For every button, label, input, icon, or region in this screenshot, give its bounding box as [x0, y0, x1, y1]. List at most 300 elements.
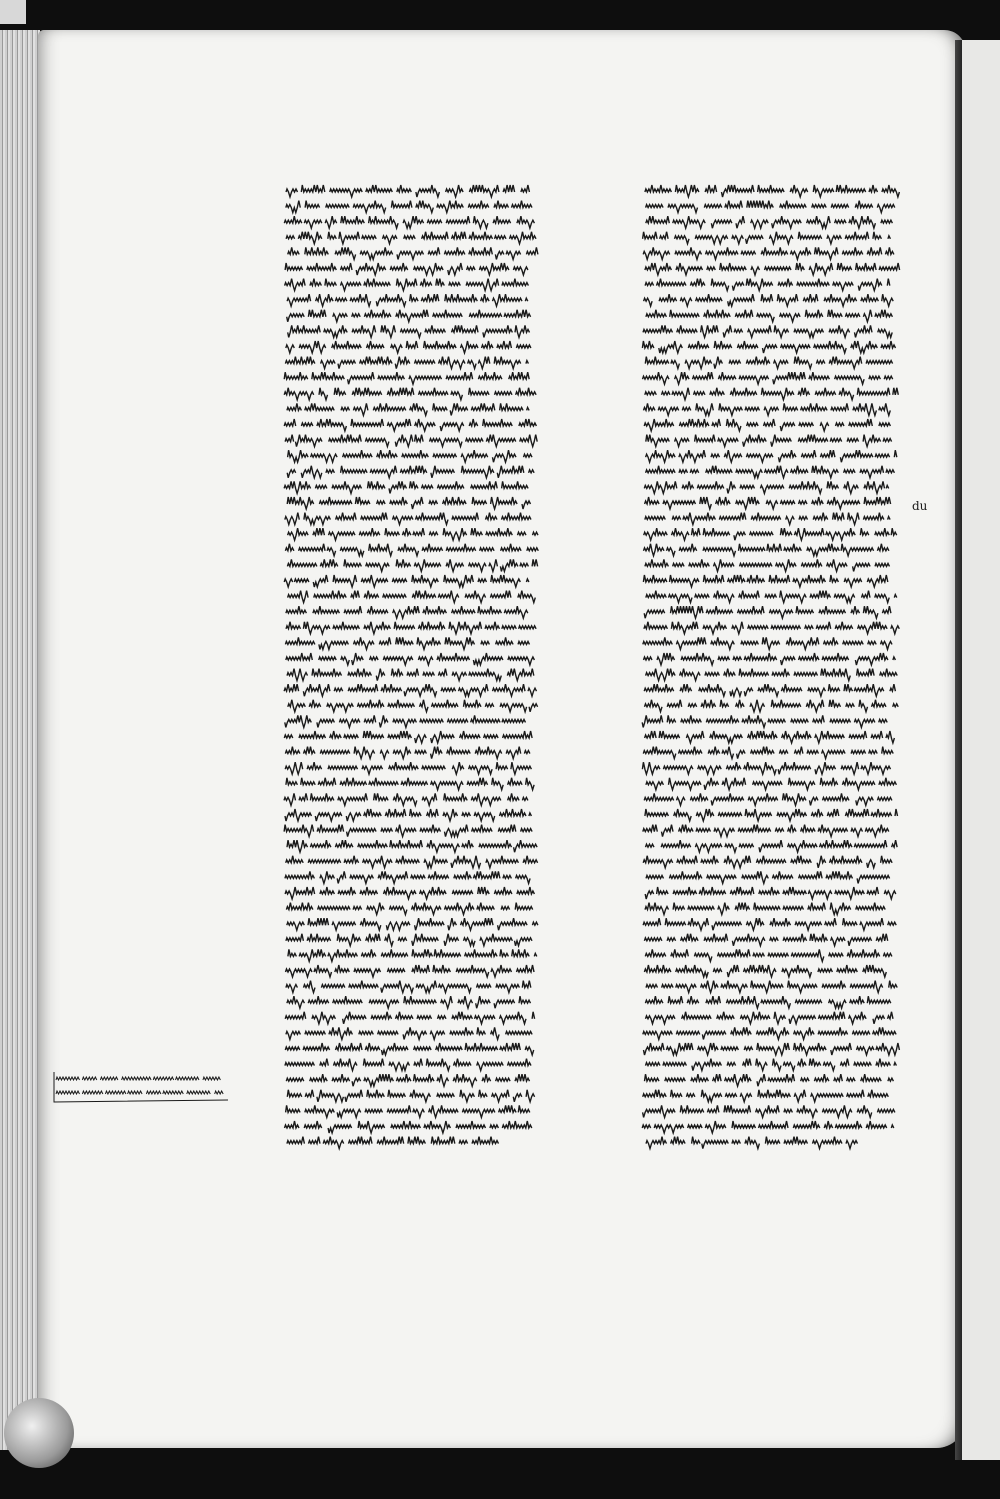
script-word	[359, 528, 380, 535]
script-word	[452, 762, 464, 774]
script-word	[299, 731, 326, 738]
script-word	[485, 704, 494, 707]
margin-script-word	[215, 1091, 224, 1094]
script-word	[794, 1090, 806, 1102]
script-word	[824, 1121, 833, 1128]
script-word	[683, 513, 716, 525]
script-word	[516, 875, 531, 883]
script-word	[284, 419, 296, 426]
script-word	[745, 407, 760, 410]
script-word	[414, 1047, 432, 1050]
script-word	[467, 778, 488, 785]
script-word	[286, 622, 301, 629]
script-line	[645, 497, 891, 509]
script-word	[412, 575, 439, 587]
script-word	[867, 247, 882, 254]
script-word	[301, 466, 322, 478]
script-word	[310, 840, 331, 847]
script-word	[729, 361, 741, 364]
script-word	[486, 513, 498, 520]
script-word	[689, 559, 710, 566]
script-word	[863, 310, 872, 322]
script-word	[849, 1012, 867, 1024]
script-word	[284, 481, 311, 493]
script-word	[479, 1090, 488, 1097]
script-word	[376, 669, 385, 681]
script-word	[335, 247, 356, 259]
margin-script-word	[175, 1077, 199, 1080]
script-word	[288, 700, 306, 712]
script-word	[393, 747, 411, 759]
script-word	[701, 700, 716, 707]
script-word	[345, 1090, 363, 1102]
script-word	[490, 591, 511, 598]
script-word	[286, 1105, 301, 1112]
script-line	[646, 1137, 858, 1149]
script-line	[644, 294, 894, 306]
margin-script-word	[203, 1077, 221, 1080]
script-word	[388, 700, 415, 707]
script-word	[717, 1012, 735, 1019]
script-word	[344, 559, 362, 566]
script-line	[288, 591, 536, 603]
script-word	[697, 481, 724, 488]
script-word	[335, 840, 353, 847]
script-word	[341, 283, 362, 291]
script-line	[643, 232, 891, 244]
script-line	[285, 762, 531, 774]
script-word	[763, 345, 778, 353]
script-word	[321, 361, 336, 369]
script-word	[822, 1105, 852, 1117]
script-word	[439, 985, 472, 993]
script-word	[842, 778, 875, 790]
script-word	[412, 497, 424, 509]
script-word	[799, 653, 820, 660]
script-word	[768, 953, 789, 956]
fore-edge	[0, 30, 40, 1450]
script-word	[679, 470, 688, 473]
script-word	[410, 809, 422, 816]
script-word	[364, 591, 379, 598]
script-word	[456, 1121, 486, 1128]
script-word	[304, 513, 331, 525]
script-word	[416, 185, 440, 197]
script-word	[820, 450, 835, 457]
marginal-right-text: du	[912, 499, 928, 513]
script-word	[783, 1063, 795, 1071]
script-word	[769, 575, 790, 582]
script-word	[810, 591, 831, 598]
script-word	[691, 1074, 709, 1081]
script-word	[417, 1016, 432, 1019]
script-word	[287, 922, 305, 930]
script-word	[397, 251, 424, 259]
script-word	[858, 622, 888, 634]
script-word	[645, 903, 669, 915]
script-word	[677, 797, 686, 805]
script-word	[383, 595, 407, 598]
script-word	[726, 996, 759, 1008]
script-word	[284, 372, 308, 379]
script-word	[522, 981, 531, 988]
script-word	[410, 481, 419, 488]
script-word	[444, 934, 459, 946]
script-word	[711, 220, 732, 228]
script-word	[675, 439, 690, 447]
script-word	[373, 403, 406, 410]
script-word	[424, 1121, 451, 1133]
script-word	[315, 485, 327, 488]
script-word	[428, 871, 449, 878]
script-word	[336, 513, 357, 520]
script-word	[508, 1059, 532, 1066]
script-word	[491, 965, 512, 977]
script-word	[520, 435, 538, 447]
script-word	[334, 688, 343, 691]
script-word	[408, 1137, 426, 1144]
script-word	[772, 669, 790, 676]
script-line	[645, 887, 896, 899]
script-word	[500, 403, 523, 410]
script-word	[502, 1121, 532, 1128]
script-word	[786, 517, 795, 525]
script-word	[714, 829, 735, 837]
script-word	[311, 454, 338, 462]
script-word	[807, 544, 840, 556]
script-word	[688, 1125, 703, 1128]
script-word	[661, 840, 691, 847]
script-word	[420, 719, 444, 722]
script-line	[645, 513, 890, 525]
script-word	[784, 1109, 793, 1112]
script-word	[681, 715, 702, 722]
script-word	[676, 263, 703, 275]
script-word	[856, 903, 886, 910]
script-word	[320, 751, 350, 754]
script-word	[496, 985, 520, 993]
script-word	[857, 875, 890, 883]
script-word	[827, 497, 860, 509]
script-word	[864, 481, 885, 493]
script-word	[443, 528, 467, 540]
facing-page-edge	[962, 40, 1000, 1460]
script-word	[828, 684, 840, 691]
script-word	[855, 201, 873, 208]
script-word	[686, 731, 704, 743]
script-word	[465, 591, 486, 603]
script-word	[412, 591, 436, 598]
script-word	[514, 840, 538, 852]
script-word	[415, 918, 445, 930]
script-word	[707, 875, 737, 883]
script-line	[646, 840, 898, 852]
script-line	[643, 747, 893, 759]
script-word	[695, 595, 710, 598]
script-word	[718, 813, 742, 816]
script-word	[512, 201, 533, 208]
script-word	[807, 751, 819, 754]
script-word	[875, 528, 890, 535]
script-word	[288, 450, 309, 462]
script-word	[773, 372, 806, 384]
script-word	[338, 361, 356, 369]
script-word	[471, 528, 483, 535]
script-word	[794, 747, 803, 754]
script-word	[444, 575, 474, 587]
script-word	[468, 361, 477, 369]
script-word	[830, 439, 842, 442]
script-word	[422, 232, 449, 239]
script-word	[381, 949, 408, 956]
script-word	[815, 731, 845, 743]
margin-script-word	[82, 1091, 103, 1094]
script-word	[780, 528, 792, 535]
script-word	[351, 419, 384, 426]
script-word	[403, 216, 424, 228]
script-word	[679, 825, 694, 832]
script-word	[780, 201, 807, 208]
script-word	[891, 528, 897, 535]
script-word	[853, 563, 871, 571]
script-line	[645, 996, 890, 1008]
script-word	[493, 216, 511, 223]
script-line	[286, 1074, 529, 1086]
script-line	[285, 357, 528, 369]
script-word	[385, 934, 394, 946]
script-word	[396, 279, 417, 291]
script-word	[483, 419, 513, 426]
script-word	[404, 996, 437, 1003]
script-word	[411, 875, 426, 878]
script-word	[391, 669, 403, 676]
script-word	[460, 731, 481, 738]
script-word	[724, 669, 736, 676]
script-word	[671, 1137, 686, 1144]
script-word	[847, 1090, 865, 1097]
script-word	[827, 559, 848, 571]
script-word	[334, 388, 346, 395]
script-word	[424, 341, 457, 348]
script-word	[492, 778, 504, 790]
script-word	[387, 419, 411, 431]
script-word	[877, 797, 892, 800]
script-word	[360, 887, 378, 894]
script-word	[378, 372, 405, 379]
script-word	[469, 185, 499, 197]
script-word	[440, 423, 464, 431]
script-word	[431, 466, 455, 478]
script-word	[769, 610, 793, 618]
script-word	[354, 637, 375, 649]
script-word	[690, 279, 705, 286]
script-word	[433, 310, 463, 317]
script-word	[746, 279, 773, 291]
script-word	[497, 466, 524, 478]
script-word	[732, 283, 744, 291]
script-word	[348, 669, 372, 676]
script-word	[714, 591, 735, 603]
script-word	[296, 435, 323, 447]
script-word	[794, 329, 824, 337]
script-word	[798, 435, 828, 442]
script-word	[400, 466, 427, 473]
script-word	[286, 1031, 301, 1039]
script-word	[662, 825, 674, 837]
margin-script-word	[187, 1091, 211, 1094]
script-word	[383, 236, 398, 244]
script-word	[779, 751, 788, 754]
script-word	[732, 934, 765, 946]
script-word	[784, 1137, 808, 1144]
script-line	[285, 871, 530, 883]
script-word	[747, 423, 759, 426]
script-word	[508, 657, 535, 665]
script-word	[495, 392, 513, 395]
script-word	[361, 575, 388, 587]
script-word	[884, 376, 893, 379]
script-word	[706, 996, 721, 1003]
script-word	[515, 325, 530, 337]
script-word	[794, 1027, 815, 1039]
script-word	[719, 513, 746, 520]
script-word	[794, 673, 818, 676]
script-word	[347, 829, 377, 837]
script-word	[665, 1078, 686, 1081]
script-word	[469, 766, 493, 774]
script-word	[727, 965, 739, 977]
script-word	[771, 435, 792, 447]
script-word	[456, 965, 489, 977]
script-word	[741, 251, 756, 254]
script-word	[696, 294, 723, 301]
script-word	[304, 220, 322, 228]
script-word	[810, 934, 828, 941]
script-word	[384, 887, 417, 899]
script-word	[646, 450, 676, 462]
script-word	[690, 470, 699, 473]
script-word	[680, 1105, 704, 1112]
script-word	[892, 840, 898, 847]
script-word	[793, 1121, 820, 1128]
script-word	[437, 1094, 455, 1097]
script-word	[285, 435, 294, 442]
script-word	[526, 579, 529, 582]
script-word	[483, 325, 513, 337]
script-word	[889, 981, 898, 988]
script-word	[682, 1012, 712, 1019]
script-word	[780, 591, 807, 603]
script-word	[360, 247, 393, 259]
script-word	[845, 232, 869, 239]
script-word	[894, 1063, 897, 1066]
script-word	[854, 840, 887, 847]
margin-script-word	[56, 1091, 80, 1094]
script-word	[393, 517, 414, 525]
script-word	[450, 1027, 474, 1034]
script-line	[286, 934, 532, 946]
script-word	[285, 887, 315, 899]
script-word	[378, 871, 408, 883]
script-word	[401, 778, 428, 785]
script-word	[830, 856, 863, 863]
script-word	[676, 985, 697, 993]
script-word	[772, 216, 802, 228]
script-word	[376, 294, 406, 306]
script-line	[286, 185, 529, 197]
script-word	[654, 1125, 684, 1133]
script-line	[284, 575, 529, 587]
script-word	[482, 1074, 491, 1081]
script-word	[762, 637, 780, 649]
script-word	[333, 314, 348, 322]
script-word	[343, 1012, 367, 1024]
script-word	[525, 1047, 534, 1055]
script-word	[498, 825, 516, 832]
script-word	[287, 497, 314, 509]
script-word	[358, 1121, 385, 1133]
script-word	[518, 532, 527, 535]
script-word	[746, 357, 770, 364]
script-word	[493, 684, 526, 696]
script-word	[477, 1027, 486, 1034]
script-word	[527, 407, 530, 410]
script-word	[820, 423, 829, 431]
script-word	[369, 778, 399, 785]
script-word	[285, 637, 315, 644]
script-word	[864, 497, 891, 504]
script-word	[837, 263, 852, 270]
script-word	[287, 840, 308, 852]
script-word	[690, 793, 708, 800]
script-word	[757, 1043, 790, 1055]
script-word	[868, 1090, 889, 1097]
script-word	[893, 657, 896, 660]
script-word	[679, 544, 697, 551]
script-word	[846, 704, 855, 707]
script-word	[353, 907, 362, 910]
script-word	[430, 439, 463, 447]
script-word	[735, 903, 750, 910]
script-word	[381, 829, 393, 832]
script-word	[494, 357, 521, 369]
script-word	[844, 481, 859, 493]
script-word	[464, 700, 482, 707]
script-word	[645, 357, 669, 364]
script-word	[881, 641, 893, 649]
script-word	[286, 856, 304, 863]
script-line	[643, 825, 889, 837]
script-word	[803, 294, 818, 301]
script-word	[286, 236, 295, 239]
script-word	[321, 985, 345, 988]
script-word	[454, 871, 472, 878]
script-word	[696, 809, 714, 821]
script-word	[515, 1074, 530, 1081]
script-word	[867, 860, 876, 868]
script-word	[701, 856, 719, 863]
script-line	[287, 996, 531, 1008]
script-word	[646, 844, 655, 847]
script-word	[502, 626, 517, 629]
script-word	[349, 1137, 373, 1144]
script-word	[822, 981, 846, 988]
script-word	[851, 751, 866, 754]
script-word	[532, 922, 538, 925]
script-word	[287, 294, 311, 306]
script-word	[841, 762, 859, 774]
script-word	[643, 825, 658, 832]
